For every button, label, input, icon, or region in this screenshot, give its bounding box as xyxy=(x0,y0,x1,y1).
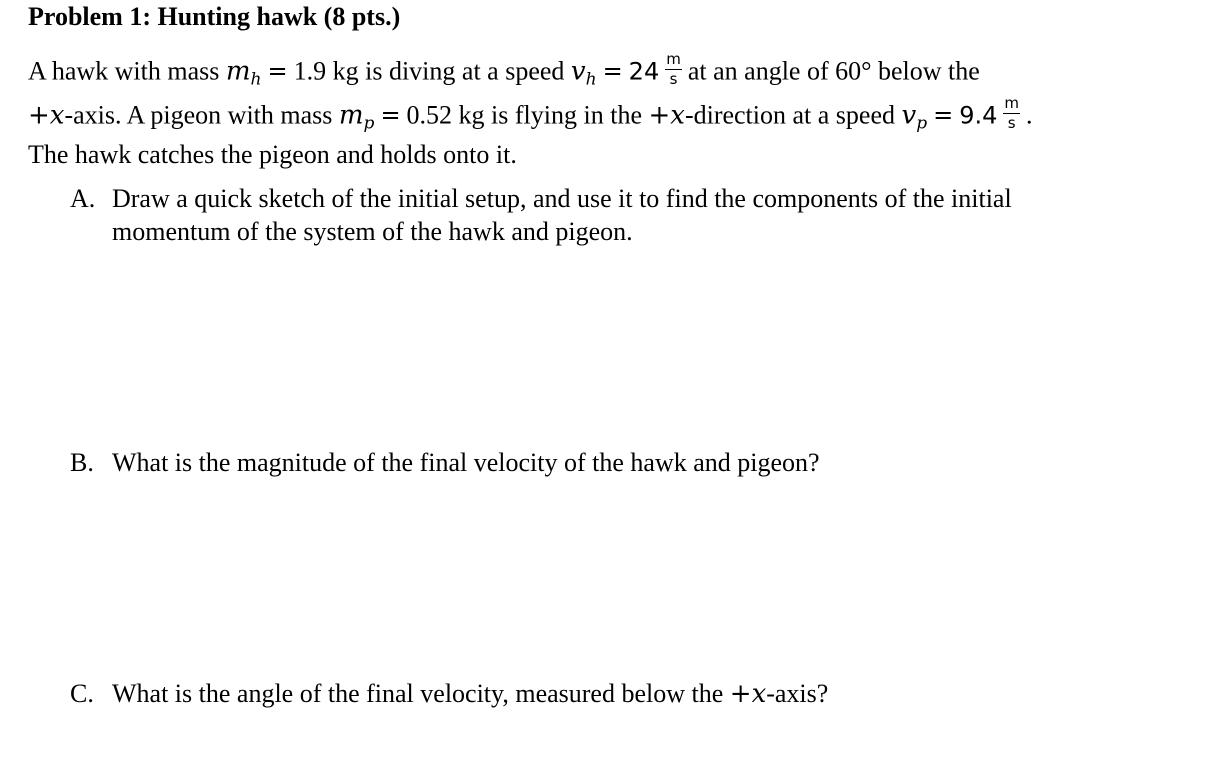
pigeon-speed-subscript: p xyxy=(916,113,928,134)
plus-x-axis: +x xyxy=(28,100,65,131)
problem-statement-line-1 xyxy=(28,50,980,91)
text: is flying in the xyxy=(484,100,649,130)
unit-numerator: m xyxy=(1004,94,1020,112)
period: . xyxy=(1026,100,1033,130)
pigeon-mass-subscript: p xyxy=(363,113,375,134)
part-a-text-line-1: Draw a quick sketch of the initial setup, and use it to find the components of the initial xyxy=(112,184,1012,213)
part-c-text: What is the angle of the final velocity, measured below the xyxy=(112,679,730,708)
unit-denominator: s xyxy=(1007,114,1016,132)
equals-sign: = xyxy=(602,57,623,86)
part-a-text-line-2: momentum of the system of the hawk and pigeon. xyxy=(112,217,633,246)
text: is diving at a speed xyxy=(358,56,571,86)
unit-numerator: m xyxy=(666,50,681,68)
problem-statement-line-3: The hawk catches the pigeon and holds onto it. xyxy=(28,140,517,169)
pigeon-speed-symbol: v xyxy=(901,100,917,131)
equals-sign: = xyxy=(267,57,288,86)
pigeon-mass-symbol: m xyxy=(338,100,364,131)
hawk-speed-symbol: v xyxy=(570,56,586,87)
part-b xyxy=(70,446,820,479)
hawk-mass-subscript: h xyxy=(250,69,262,90)
unit-fraction xyxy=(665,52,682,87)
part-c xyxy=(70,677,828,711)
plus-x-axis: +x xyxy=(729,679,767,709)
problem-title: Problem 1: Hunting hawk (8 pts.) xyxy=(28,2,401,31)
plus-x-direction: +x xyxy=(648,100,685,131)
hawk-mass-value: 1.9 kg xyxy=(293,56,359,86)
hawk-mass-symbol: m xyxy=(225,56,251,87)
part-b-label: B. xyxy=(70,448,94,477)
equals-sign: = xyxy=(933,101,954,130)
hawk-speed-value: 24 xyxy=(628,57,660,86)
text: at an angle of 60° below the xyxy=(687,56,980,86)
text: -axis. A pigeon with mass xyxy=(64,100,339,130)
equals-sign: = xyxy=(380,101,401,130)
text: -direction at a speed xyxy=(684,100,902,130)
hawk-speed-subscript: h xyxy=(585,69,597,90)
text: A hawk with mass xyxy=(28,56,226,86)
part-c-text-end: -axis? xyxy=(766,679,829,708)
part-a xyxy=(70,182,1012,248)
part-c-label: C. xyxy=(70,679,94,708)
part-b-text: What is the magnitude of the final velocity of the hawk and pigeon? xyxy=(112,448,820,477)
problem-statement-line-2 xyxy=(28,94,1033,135)
unit-fraction xyxy=(1003,96,1020,131)
pigeon-speed-value: 9.4 xyxy=(959,101,998,130)
part-a-label: A. xyxy=(70,184,96,213)
unit-denominator: s xyxy=(669,70,678,88)
pigeon-mass-value: 0.52 kg xyxy=(406,100,485,130)
